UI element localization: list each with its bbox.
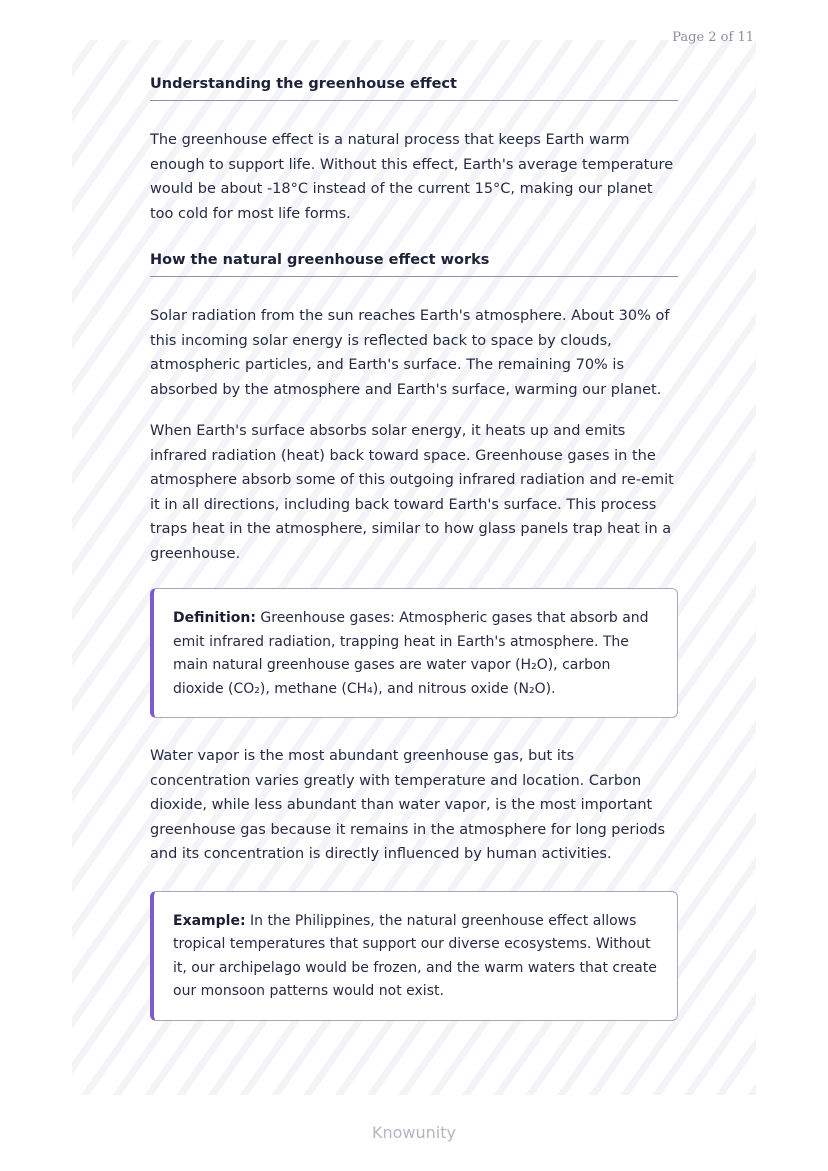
example-label: Example: (173, 912, 246, 929)
page-number: Page 2 of 11 (672, 30, 754, 45)
paragraph-solar-radiation: Solar radiation from the sun reaches Earth's atmosphere. About 30% of this incoming solar energy is reflected back to space by clouds, atmospheric particles, and Earth's surface. The remaining 70% is absorbed by the atmosphere and Earth's surface, warming our planet. (150, 308, 670, 398)
section-heading-how-it-works: How the natural greenhouse effect works (150, 252, 678, 277)
paragraph-intro: The greenhouse effect is a natural process that keeps Earth warm enough to support life. Without this effect, Earth's average temperature would be about -18°C instead of the current 15°C, making our planet too cold for most life forms. (150, 132, 674, 222)
definition-text: Greenhouse gases: Atmospheric gases that absorb and emit infrared radiation, trapping heat in Earth's atmosphere. The main natural greenhouse gases are water vapor (H₂O), carbon dioxide (CO₂), methane (CH₄), and nitrous oxide (N₂O). (173, 610, 649, 697)
paragraph-infrared: When Earth's surface absorbs solar energy, it heats up and emits infrared radiation (heat) back toward space. Greenhouse gases in the atmosphere absorb some of this outgoing infrared radiation and re-emit it in all directions, including back toward Earth's surface. This process traps heat in the atmosphere, similar to how glass panels trap heat in a greenhouse. (150, 423, 674, 562)
example-box (150, 891, 678, 1021)
document-body (150, 76, 678, 1021)
definition-label: Definition: (173, 610, 256, 626)
paragraph-water-vapor: Water vapor is the most abundant greenhouse gas, but its concentration varies greatly with temperature and location. Carbon dioxide, while less abundant than water vapor, is the most important greenhouse gas because it remains in the atmosphere for long periods and its concentration is directly influenced by human activities. (150, 748, 666, 862)
example-text: In the Philippines, the natural greenhouse effect allows tropical temperatures that support our diverse ecosystems. Without it, our archipelago would be frozen, and the warm waters that create our monsoon patterns would not exist. (173, 912, 657, 999)
definition-box (150, 588, 678, 718)
section-heading-understanding: Understanding the greenhouse effect (150, 76, 678, 101)
footer-brand: Knowunity (372, 1123, 456, 1142)
